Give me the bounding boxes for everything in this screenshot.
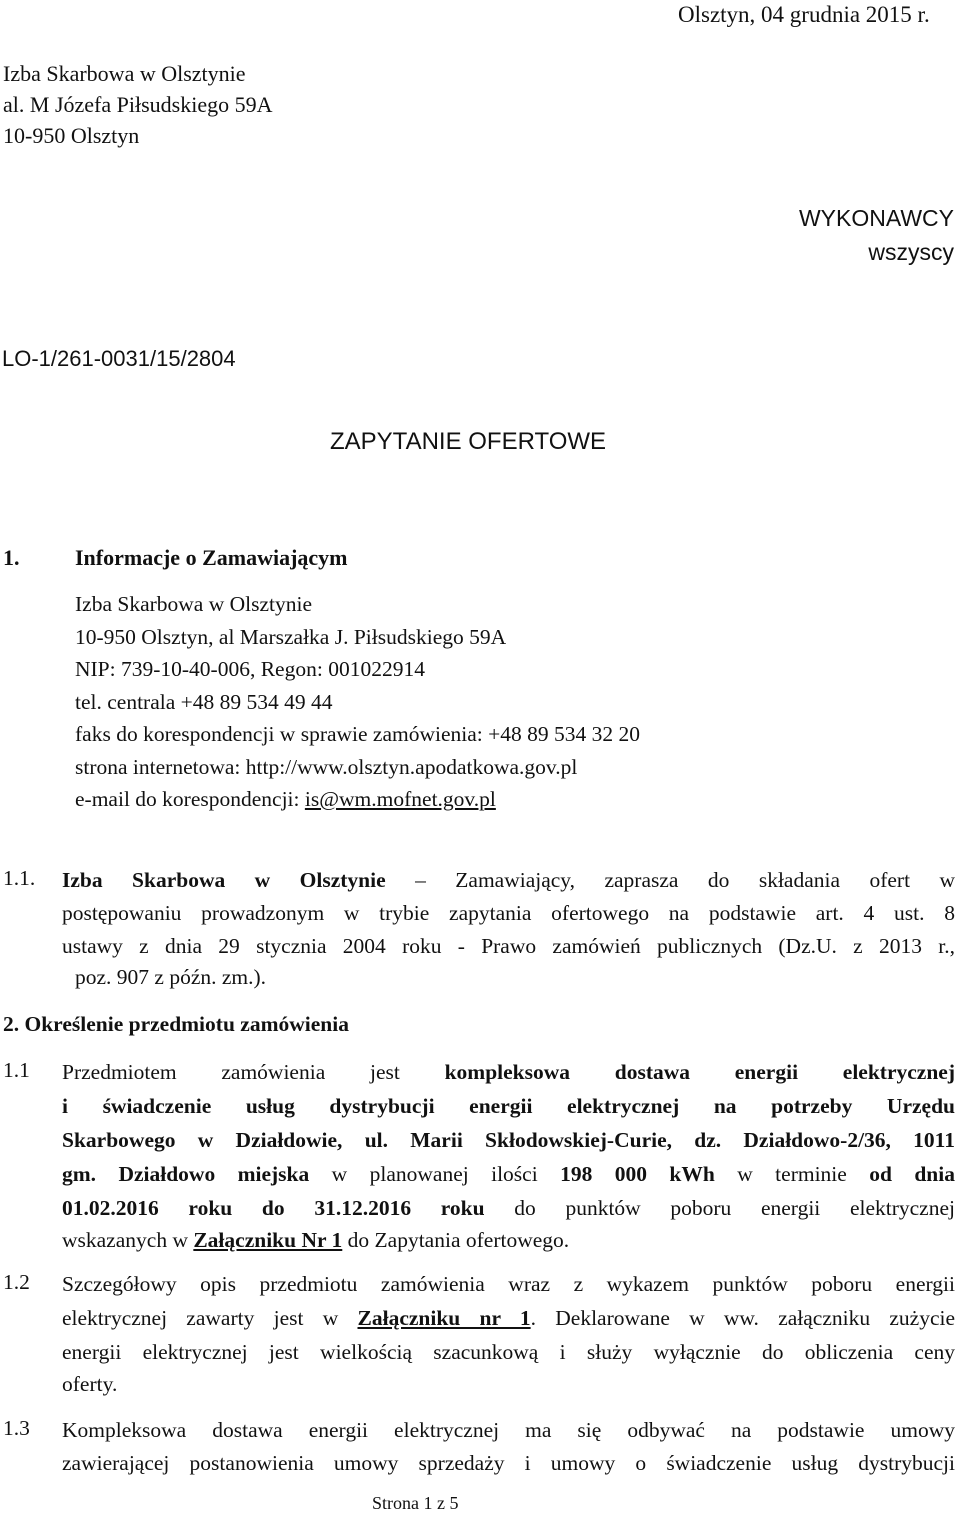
paragraph-line <box>62 1160 955 1188</box>
text-segment: wskazanych w <box>62 1228 194 1252</box>
text-segment-bold: kompleksowa dostawa energii elektrycznej <box>444 1060 956 1084</box>
recipient-block <box>799 201 954 269</box>
reference-number: LO-1/261-0031/15/2804 <box>2 346 236 371</box>
contact-line: tel. centrala +48 89 534 49 44 <box>75 689 333 714</box>
paragraph-line <box>62 1304 955 1332</box>
paragraph-line: Szczegółowy opis przedmiotu zamówienia wraz z wykazem punktów poboru energii <box>62 1272 955 1296</box>
email-link[interactable]: is@wm.mofnet.gov.pl <box>304 787 496 811</box>
text-segment: . Deklarowane w ww. załączniku zużycie <box>530 1306 955 1330</box>
paragraph-line <box>62 1194 955 1222</box>
text-segment-bold: od dnia <box>869 1162 955 1186</box>
recipient-line: WYKONAWCY <box>798 205 954 231</box>
contact-info <box>75 588 640 816</box>
contact-line: faks do korespondencji w sprawie zamówienia: +48 89 534 32 20 <box>75 722 641 746</box>
contact-line: 10-950 Olsztyn, al Marszałka J. Piłsudskiego 59A <box>75 624 507 649</box>
section-2-heading: 2. Określenie przedmiotu zamówienia <box>3 1012 349 1036</box>
section-1-1-line: ustawy z dnia 29 stycznia 2004 roku - Prawo zamówień publicznych (Dz.U. z 2013 r., <box>62 934 955 958</box>
text-segment: elektrycznej zawarty jest w <box>62 1306 339 1330</box>
text-segment-bold: gm. Działdowo miejska <box>62 1162 310 1186</box>
paragraph-line <box>62 1228 569 1253</box>
paragraph-1-1-number: 1.1 <box>3 1058 30 1082</box>
document-title: ZAPYTANIE OFERTOWE <box>330 428 607 455</box>
attachment-1-link[interactable]: Załączniku nr 1 <box>357 1306 531 1330</box>
paragraph-line <box>62 1058 955 1086</box>
text-segment: w planowanej ilości <box>331 1162 538 1186</box>
institution-name: Izba Skarbowa w Olsztynie <box>62 868 386 892</box>
section-1-1-line: postępowaniu prowadzonym w trybie zapytania ofertowego na podstawie art. 4 ust. 8 <box>62 901 955 925</box>
contact-line: Izba Skarbowa w Olsztynie <box>75 592 313 616</box>
page-number: Strona 1 z 5 <box>372 1493 459 1513</box>
section-1-1-line <box>62 866 955 894</box>
document-date: Olsztyn, 04 grudnia 2015 r. <box>678 2 930 27</box>
sender-address <box>3 58 272 151</box>
email-label: e-mail do korespondencji: <box>75 787 305 811</box>
section-1-1-line: poz. 907 z późn. zm.). <box>75 965 267 989</box>
paragraph-1-3-number: 1.3 <box>3 1416 30 1440</box>
paragraph-line: energii elektrycznej jest wielkością szacunkową i służy wyłącznie do obliczenia ceny <box>62 1340 955 1364</box>
paragraph-line: Kompleksowa dostawa energii elektrycznej ma się odbywać na podstawie umowy <box>62 1418 955 1442</box>
text-segment: do punktów poboru energii elektrycznej <box>514 1196 955 1220</box>
section-1-1-number: 1.1. <box>3 866 36 890</box>
section-1-1-text: – Zamawiający, zaprasza do składania ofert w <box>415 868 956 892</box>
contact-line: NIP: 739-10-40-006, Regon: 001022914 <box>75 657 425 681</box>
sender-line: Izba Skarbowa w Olsztynie <box>3 61 246 86</box>
paragraph-line: i świadczenie usług dystrybucji energii elektrycznej na potrzeby Urzędu <box>62 1094 955 1118</box>
paragraph-line: Skarbowego w Działdowie, ul. Marii Skłodowskiej-Curie, dz. Działdowo-2/36, 1011 <box>62 1128 955 1152</box>
sender-line: al. M Józefa Piłsudskiego 59A <box>3 92 273 117</box>
text-segment: w terminie <box>737 1162 847 1186</box>
text-segment-bold: 01.02.2016 roku do 31.12.2016 roku <box>62 1196 485 1220</box>
recipient-line: wszyscy <box>868 239 954 265</box>
website-line: strona internetowa: http://www.olsztyn.apodatkowa.gov.pl <box>75 754 578 779</box>
section-1-heading: Informacje o Zamawiającym <box>75 545 348 570</box>
text-segment-bold: 198 000 kWh <box>560 1162 715 1186</box>
text-segment: Przedmiotem zamówienia jest <box>62 1060 400 1084</box>
paragraph-line: zawierającej postanowienia umowy sprzedaży i umowy o świadczenie usług dystrybucji <box>62 1451 955 1475</box>
text-segment: do Zapytania ofertowego. <box>342 1228 570 1252</box>
paragraph-line: oferty. <box>62 1372 118 1396</box>
section-1-number: 1. <box>3 545 20 570</box>
attachment-1-link[interactable]: Załączniku Nr 1 <box>193 1228 343 1252</box>
email-line <box>75 783 640 816</box>
sender-line: 10-950 Olsztyn <box>3 123 140 148</box>
paragraph-1-2-number: 1.2 <box>3 1270 30 1294</box>
